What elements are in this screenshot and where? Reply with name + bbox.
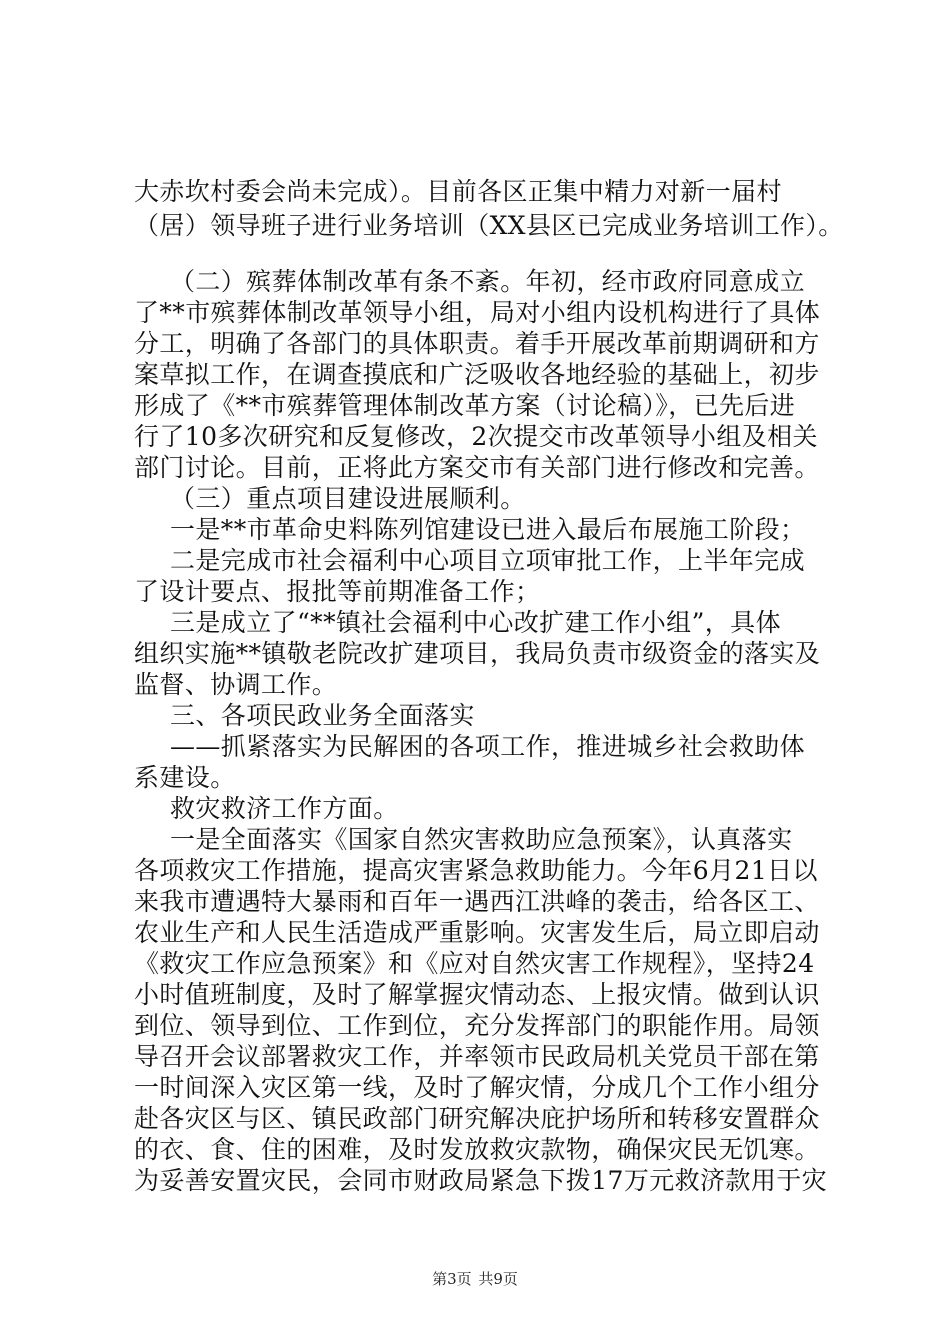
text-line: （居）领导班子进行业务培训（XX县区已完成业务培训工作）。	[134, 211, 844, 240]
text-line: 一是全面落实《国家自然灾害救助应急预案》，认真落实	[170, 825, 793, 854]
section-heading: （三）重点项目建设进展顺利。	[170, 484, 526, 513]
text-line: （二）殡葬体制改革有条不紊。年初，经市政府同意成立	[170, 267, 806, 296]
text-line: 部门讨论。目前，正将此方案交市有关部门进行修改和完善。	[134, 453, 820, 482]
text-line: 导召开会议部署救灾工作，并率领市民政局机关党员干部在第	[134, 1042, 820, 1071]
text-line: 三是成立了“**镇社会福利中心改扩建工作小组”，具体	[170, 608, 781, 637]
text-line: 二是完成市社会福利中心项目立项审批工作，上半年完成	[170, 546, 806, 575]
text-line: ——抓紧落实为民解困的各项工作，推进城乡社会救助体	[170, 732, 806, 761]
text-line: 农业生产和人民生活造成严重影响。灾害发生后，局立即启动	[134, 918, 820, 947]
text-line: 大赤坎村委会尚未完成）。目前各区正集中精力对新一届村	[134, 177, 782, 206]
text-line: 形成了《**市殡葬管理体制改革方案（讨论稿）》，已先后进	[134, 391, 796, 420]
text-line: 赴各灾区与区、镇民政部门研究解决庇护场所和转移安置群众	[134, 1104, 820, 1133]
section-heading: 三、各项民政业务全面落实	[170, 701, 475, 730]
text-line: 为妥善安置灾民，会同市财政局紧急下拨17万元救济款用于灾	[134, 1166, 828, 1195]
text-line: 《救灾工作应急预案》和《应对自然灾害工作规程》，坚持24	[134, 949, 815, 978]
text-line: 一时间深入灾区第一线，及时了解灾情，分成几个工作小组分	[134, 1073, 820, 1102]
text-line: 监督、协调工作。	[134, 670, 338, 699]
text-line: 了设计要点、报批等前期准备工作；	[134, 577, 541, 606]
page-footer	[0, 1268, 950, 1289]
subsection-heading: 救灾救济工作方面。	[170, 794, 399, 823]
text-line: 系建设。	[134, 763, 236, 792]
text-line: 行了10多次研究和反复修改，2次提交市改革领导小组及相关	[134, 422, 818, 451]
page-total: 共9页	[478, 1270, 518, 1288]
text-line: 了**市殡葬体制改革领导小组，局对小组内设机构进行了具体	[134, 298, 821, 327]
page-number: 第3页	[432, 1270, 472, 1288]
text-line: 组织实施**镇敬老院改扩建项目，我局负责市级资金的落实及	[134, 639, 821, 668]
text-line: 来我市遭遇特大暴雨和百年一遇西江洪峰的袭击，给各区工、	[134, 887, 820, 916]
text-line: 各项救灾工作措施，提高灾害紧急救助能力。今年6月21日以	[134, 856, 818, 885]
text-line: 分工，明确了各部门的具体职责。着手开展改革前期调研和方	[134, 329, 820, 358]
text-line: 小时值班制度，及时了解掌握灾情动态、上报灾情。做到认识	[134, 980, 820, 1009]
text-line: 的衣、食、住的困难，及时发放救灾款物，确保灾民无饥寒。	[134, 1135, 820, 1164]
text-line: 一是**市革命史料陈列馆建设已进入最后布展施工阶段；	[170, 515, 806, 544]
text-line: 案草拟工作，在调查摸底和广泛吸收各地经验的基础上，初步	[134, 360, 820, 389]
text-line: 到位、领导到位、工作到位，充分发挥部门的职能作用。局领	[134, 1011, 820, 1040]
